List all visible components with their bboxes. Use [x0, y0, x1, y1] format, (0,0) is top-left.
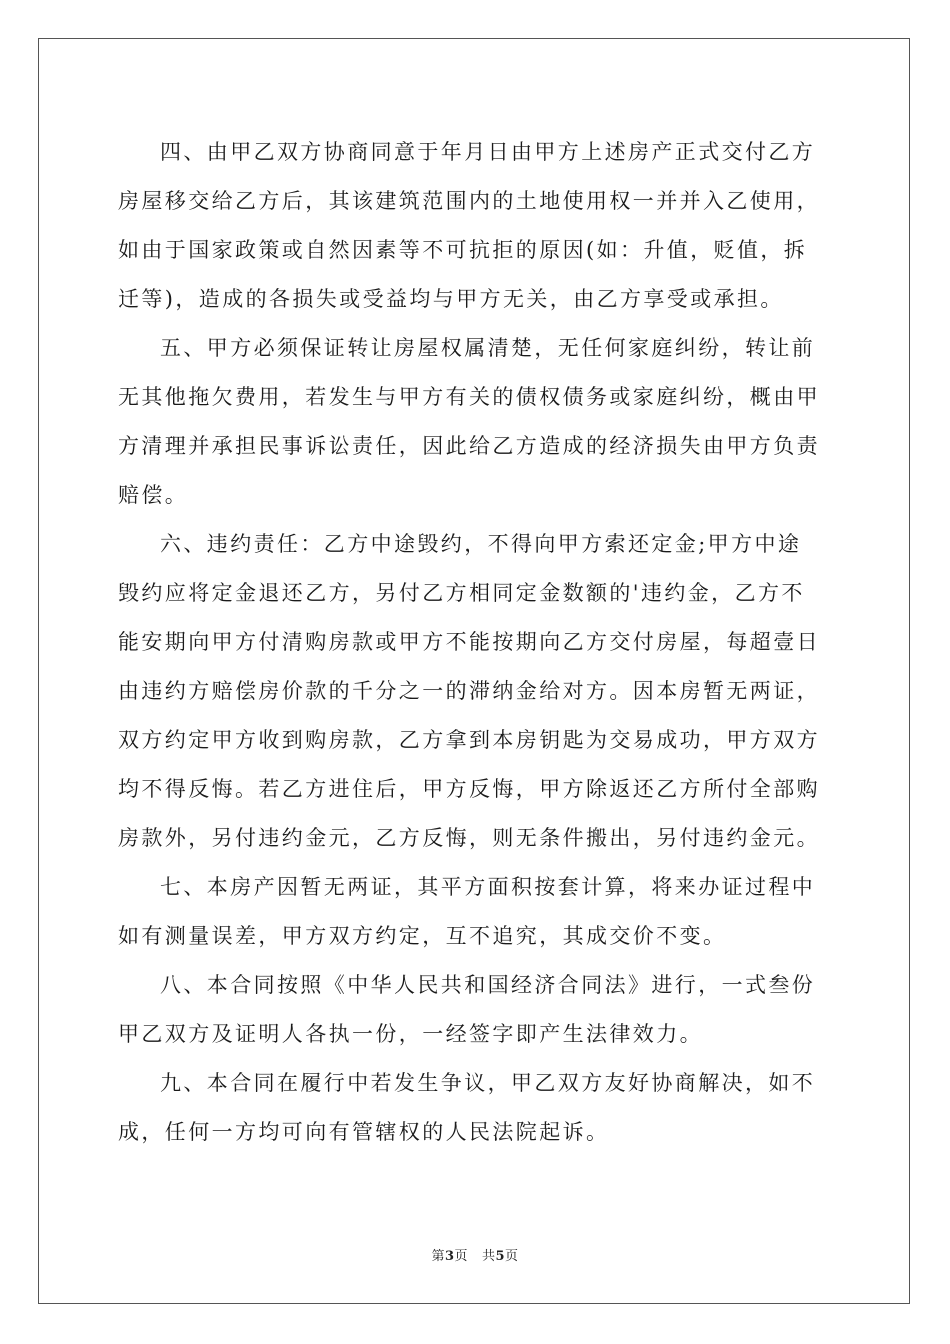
text-line: 如由于国家政策或自然因素等不可抗拒的原因(如：升值，贬值，拆 — [118, 238, 808, 262]
text-line: 九、本合同在履行中若发生争议，甲乙双方友好协商解决，如不 — [160, 1071, 816, 1095]
clause-8 — [118, 961, 834, 1059]
text-line: 六、违约责任：乙方中途毁约，不得向甲方索还定金;甲方中途 — [160, 532, 802, 556]
text-line: 五、甲方必须保证转让房屋权属清楚，无任何家庭纠纷，转让前 — [160, 336, 816, 360]
text-line: 房款外，另付违约金元，乙方反悔，则无条件搬出，另付违约金元。 — [118, 826, 820, 850]
document-body — [118, 128, 834, 1157]
page-current: 3 — [444, 1249, 455, 1264]
text-line: 如有测量误差，甲方双方约定，互不追究，其成交价不变。 — [118, 924, 727, 948]
total-suffix: 页 — [505, 1249, 519, 1264]
page-total: 5 — [495, 1249, 506, 1264]
page-suffix: 页 — [454, 1249, 469, 1264]
text-line: 方清理并承担民事诉讼责任，因此给乙方造成的经济损失由甲方负责 — [118, 434, 820, 458]
text-line: 能安期向甲方付清购房款或甲方不能按期向乙方交付房屋，每超壹日 — [118, 630, 820, 654]
clause-9 — [118, 1059, 834, 1157]
text-line: 毁约应将定金退还乙方，另付乙方相同定金数额的'违约金，乙方不 — [118, 581, 805, 605]
clause-6 — [118, 520, 834, 863]
text-line: 八、本合同按照《中华人民共和国经济合同法》进行，一式叁份 — [160, 973, 816, 997]
text-line: 双方约定甲方收到购房款，乙方拿到本房钥匙为交易成功，甲方双方 — [118, 728, 820, 752]
text-line: 成，任何一方均可向有管辖权的人民法院起诉。 — [118, 1120, 610, 1144]
clause-5 — [118, 324, 834, 520]
total-prefix: 共 — [481, 1249, 496, 1264]
text-line: 房屋移交给乙方后，其该建筑范围内的土地使用权一并并入乙使用， — [118, 189, 820, 213]
text-line: 四、由甲乙双方协商同意于年月日由甲方上述房产正式交付乙方 — [160, 140, 816, 164]
text-line: 由违约方赔偿房价款的千分之一的滞纳金给对方。因本房暂无两证， — [118, 679, 820, 703]
text-line: 赔偿。 — [118, 483, 189, 507]
text-line: 均不得反悔。若乙方进住后，甲方反悔，甲方除返还乙方所付全部购 — [118, 777, 820, 801]
text-line: 甲乙双方及证明人各执一份，一经签字即产生法律效力。 — [118, 1022, 703, 1046]
clause-7 — [118, 863, 834, 961]
text-line: 七、本房产因暂无两证，其平方面积按套计算，将来办证过程中 — [160, 875, 816, 899]
clause-4 — [118, 128, 834, 324]
text-line: 迁等)，造成的各损失或受益均与甲方无关，由乙方享受或承担。 — [118, 287, 784, 311]
page-prefix: 第 — [431, 1249, 445, 1264]
page-footer — [0, 1245, 950, 1264]
text-line: 无其他拖欠费用，若发生与甲方有关的债权债务或家庭纠纷，概由甲 — [118, 385, 820, 409]
